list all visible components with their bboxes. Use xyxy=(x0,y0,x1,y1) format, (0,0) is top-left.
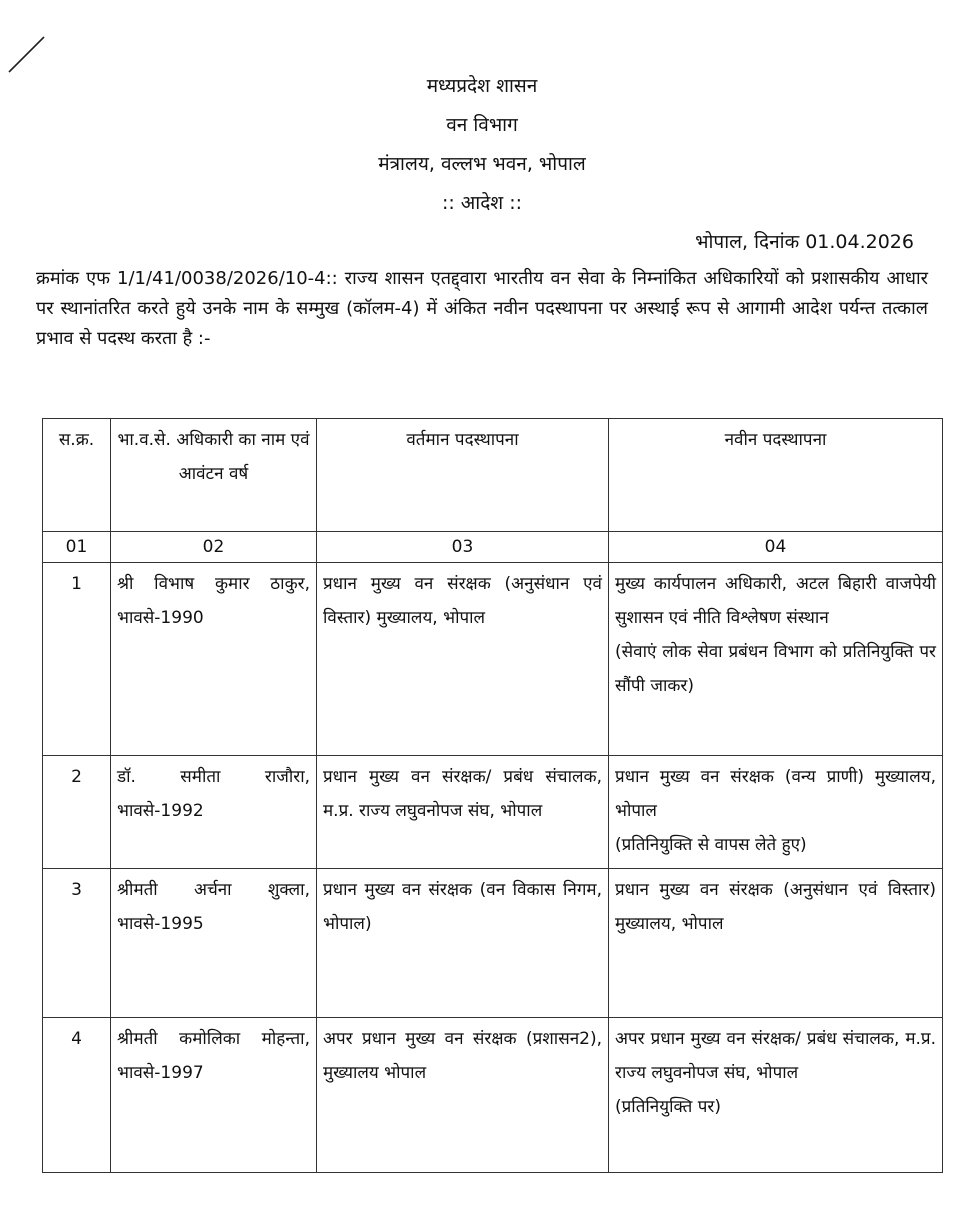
new-posting-cell xyxy=(609,756,943,869)
new-posting-cell xyxy=(609,563,943,756)
office-address: मंत्रालय, वल्लभ भवन, भोपाल xyxy=(378,153,586,175)
order-paragraph: क्रमांक एफ 1/1/41/0038/2026/10-4:: राज्य शासन एतद्द्वारा भारतीय वन सेवा के निम्नांकित अधिकारियों को प्रशासकीय आधार पर स्थानांतरित करते हुये उनके नाम के सम्मुख (कॉलम-4) में अंकित नवीन पदस्थापना पर अस्थाई रूप से आगामी आदेश पर्यन्त तत्काल प्रभाव से पदस्थ करता है :- xyxy=(36,268,928,349)
new-posting: अपर प्रधान मुख्य वन संरक्षक/ प्रबंध संचालक, म.प्र. राज्य लघुवनोपज संघ, भोपाल xyxy=(615,1029,936,1083)
new-posting-note: (प्रतिनियुक्ति से वापस लेते हुए) xyxy=(615,835,807,855)
current-posting: प्रधान मुख्य वन संरक्षक (अनुसंधान एवं विस्तार) मुख्यालय, भोपाल xyxy=(317,563,609,756)
order-title: :: आदेश :: xyxy=(441,192,523,214)
new-posting: प्रधान मुख्य वन संरक्षक (अनुसंधान एवं विस्तार) मुख्यालय, भोपाल xyxy=(615,880,936,934)
officer-name: श्रीमती अर्चना शुक्ला, भावसे-1995 xyxy=(111,869,317,1018)
new-posting-cell xyxy=(609,869,943,1018)
new-posting-cell xyxy=(609,1018,943,1173)
serial-number: 3 xyxy=(43,869,111,1018)
serial-number: 4 xyxy=(43,1018,111,1173)
place-and-date: भोपाल, दिनांक 01.04.2026 xyxy=(695,231,914,253)
column-number: 01 xyxy=(43,532,111,563)
header-current-posting: वर्तमान पदस्थापना xyxy=(317,419,609,532)
department-name: वन विभाग xyxy=(446,114,518,136)
officer-name: डॉ. समीता राजौरा, भावसे-1992 xyxy=(111,756,317,869)
government-name: मध्यप्रदेश शासन xyxy=(426,75,538,97)
transfer-table xyxy=(42,418,943,1173)
new-posting: मुख्य कार्यपालन अधिकारी, अटल बिहारी वाजपेयी सुशासन एवं नीति विश्लेषण संस्थान xyxy=(615,574,936,628)
column-number: 03 xyxy=(317,532,609,563)
table-row xyxy=(43,869,943,1018)
header-officer-name: भा.व.से. अधिकारी का नाम एवं आवंटन वर्ष xyxy=(111,419,317,532)
pen-stroke-mark xyxy=(6,33,48,75)
serial-number: 2 xyxy=(43,756,111,869)
table-row xyxy=(43,563,943,756)
column-number-row xyxy=(43,532,943,563)
officer-name: श्रीमती कमोलिका मोहन्ता, भावसे-1997 xyxy=(111,1018,317,1173)
column-number: 04 xyxy=(609,532,943,563)
header-new-posting: नवीन पदस्थापना xyxy=(609,419,943,532)
table-header-row xyxy=(43,419,943,532)
new-posting-note: (सेवाएं लोक सेवा प्रबंधन विभाग को प्रतिनियुक्ति पर सौंपी जाकर) xyxy=(615,642,936,696)
serial-number: 1 xyxy=(43,563,111,756)
header-serial: स.क्र. xyxy=(43,419,111,532)
current-posting: अपर प्रधान मुख्य वन संरक्षक (प्रशासन2), मुख्यालय भोपाल xyxy=(317,1018,609,1173)
table-row xyxy=(43,1018,943,1173)
new-posting: प्रधान मुख्य वन संरक्षक (वन्य प्राणी) मुख्यालय, भोपाल xyxy=(615,767,936,821)
column-number: 02 xyxy=(111,532,317,563)
officer-name: श्री विभाष कुमार ठाकुर, भावसे-1990 xyxy=(111,563,317,756)
current-posting: प्रधान मुख्य वन संरक्षक (वन विकास निगम, भोपाल) xyxy=(317,869,609,1018)
table-row xyxy=(43,756,943,869)
current-posting: प्रधान मुख्य वन संरक्षक/ प्रबंध संचालक, म.प्र. राज्य लघुवनोपज संघ, भोपाल xyxy=(317,756,609,869)
new-posting-note: (प्रतिनियुक्ति पर) xyxy=(615,1097,721,1117)
